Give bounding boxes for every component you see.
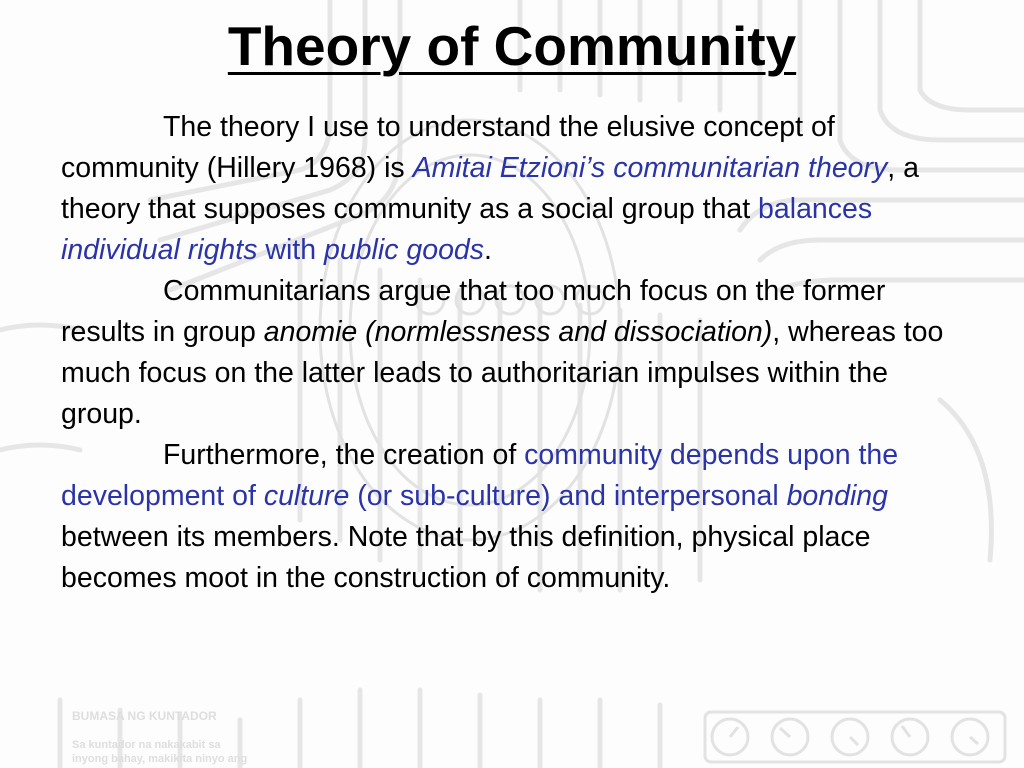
- paragraph-culture-bonding: Furthermore, the creation of community depends upon the development of culture (or sub-culture) and interpersonal bonding between its members. Note that by this definition, physical place becomes moot in the construction of community.: [61, 439, 899, 594]
- slide-title: Theory of Community: [227, 15, 797, 77]
- highlight-with: with: [257, 234, 324, 266]
- paragraph-communitarian-argument: Communitarians argue that too much focus on the former results in group anomie (normlessness and dissociation), whereas too much focus on the latter leads to authoritarian impulses within the group.: [61, 275, 944, 430]
- highlight-individual-rights: individual rights: [61, 234, 258, 266]
- highlight-interpersonal: (or sub-culture) and interpersonal: [349, 480, 787, 512]
- highlight-culture: culture: [263, 480, 350, 512]
- emphasis-anomie: anomie (normlessness and dissociation): [263, 316, 773, 348]
- highlight-etzioni-theory: Amitai Etzioni’s communitarian theory: [412, 152, 888, 184]
- slide-body: [61, 107, 966, 599]
- background-caption-line: Sa kuntador na nakakabit sa: [72, 739, 221, 751]
- highlight-bonding: bonding: [786, 480, 889, 512]
- highlight-public-goods: public goods: [323, 234, 485, 266]
- highlight-balances: balances: [758, 193, 873, 225]
- highlight-community-depends: community depends upon the development of: [61, 439, 899, 512]
- paragraph-communitarian-theory: The theory I use to understand the elusive concept of community (Hillery 1968) is Amitai Etzioni’s communitarian theory, a theory that supposes community as a social group that balances individual rights with public goods.: [61, 111, 919, 266]
- background-caption-line: inyong bahay, makikita ninyo ang: [72, 753, 248, 765]
- background-caption-heading: BUMASA NG KUNTADOR: [72, 709, 217, 723]
